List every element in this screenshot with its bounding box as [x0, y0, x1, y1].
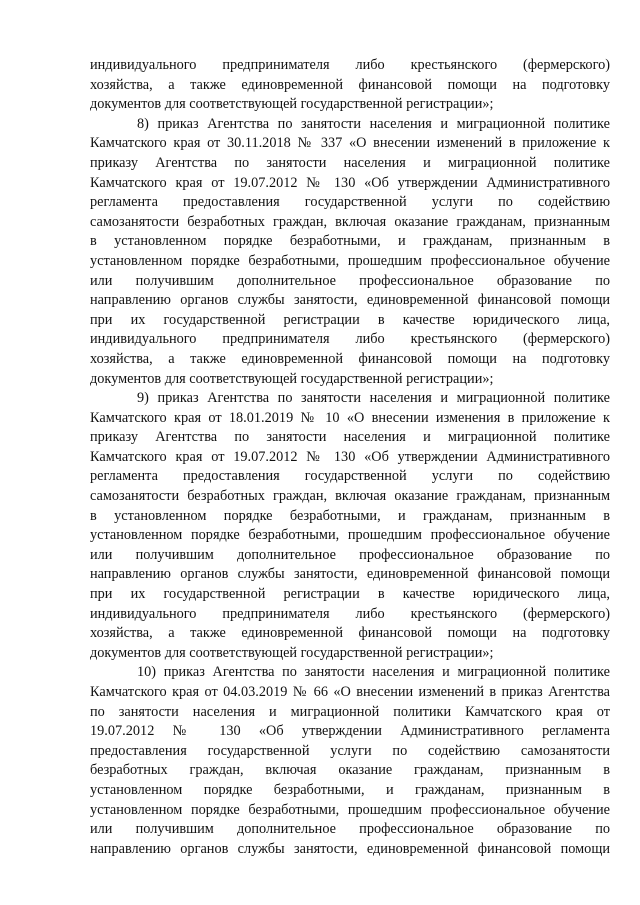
text-line: или получившим дополнительное профессиональное образование по: [90, 272, 610, 289]
text-line: при их государственной регистрации в качестве юридического лица,: [90, 586, 610, 603]
text-line: 9) приказ Агентства по занятости населения и миграционной политике: [137, 390, 610, 407]
text-line: установленном порядке безработными, прошедшим профессиональное обучение: [90, 252, 610, 269]
text-line: хозяйства, а также единовременной финансовой помощи на подготовку: [90, 625, 610, 642]
text-line: или получившим дополнительное профессиональное образование по: [90, 821, 610, 838]
text-line: 10) приказ Агентства по занятости населения и миграционной политике: [137, 664, 610, 681]
text-line: установленном порядке безработными, и гражданам, признанным в: [90, 781, 610, 798]
text-line: 19.07.2012 № 130 «Об утверждении Административного регламента: [90, 723, 610, 740]
document-body-text: [90, 56, 610, 859]
text-line: индивидуального предпринимателя либо крестьянского (фермерского): [90, 331, 610, 348]
text-line: направлению органов службы занятости, единовременной финансовой помощи: [90, 840, 610, 857]
text-line: документов для соответствующей государственной регистрации»;: [90, 644, 494, 661]
text-line: направлению органов службы занятости, единовременной финансовой помощи: [90, 566, 610, 583]
text-line: документов для соответствующей государственной регистрации»;: [90, 96, 494, 113]
text-line: установленном порядке безработными, прошедшим профессиональное обучение: [90, 527, 610, 544]
text-line: документов для соответствующей государственной регистрации»;: [90, 370, 494, 387]
text-line: приказу Агентства по занятости населения и миграционной политике: [90, 429, 610, 446]
text-line: 8) приказ Агентства по занятости населения и миграционной политике: [137, 115, 610, 132]
text-line: Камчатского края от 30.11.2018 № 337 «О внесении изменений в приложение к: [90, 135, 610, 152]
text-line: установленном порядке безработными, прошедшим профессиональное обучение: [90, 801, 610, 818]
text-line: индивидуального предпринимателя либо крестьянского (фермерского): [90, 57, 610, 73]
text-line: в установленном порядке безработными, и гражданам, признанным в: [90, 507, 610, 524]
text-line: регламента предоставления государственной услуги по содействию: [90, 194, 610, 211]
text-line: или получившим дополнительное профессиональное образование по: [90, 546, 610, 563]
text-line: Камчатского края от 19.07.2012 № 130 «Об утверждении Административного: [90, 174, 610, 191]
text-line: приказу Агентства по занятости населения и миграционной политике: [90, 154, 610, 171]
text-line: в установленном порядке безработными, и гражданам, признанным в: [90, 233, 610, 250]
text-line: при их государственной регистрации в качестве юридического лица,: [90, 311, 610, 328]
text-line: самозанятости безработных граждан, включая оказание гражданам, признанным: [90, 213, 610, 230]
text-line: Камчатского края от 19.07.2012 № 130 «Об утверждении Административного: [90, 448, 610, 465]
text-line: по занятости населения и миграционной политики Камчатского края от: [90, 703, 610, 720]
text-line: направлению органов службы занятости, единовременной финансовой помощи: [90, 292, 610, 309]
text-line: предоставления государственной услуги по содействию самозанятости: [90, 742, 610, 759]
text-line: хозяйства, а также единовременной финансовой помощи на подготовку: [90, 350, 610, 367]
text-line: регламента предоставления государственной услуги по содействию: [90, 468, 610, 485]
text-line: безработных граждан, включая оказание гражданам, признанным в: [90, 762, 610, 779]
text-line: Камчатского края от 18.01.2019 № 10 «О внесении изменения в приложение к: [90, 409, 610, 426]
text-line: Камчатского края от 04.03.2019 № 66 «О внесении изменений в приказ Агентства: [90, 684, 610, 700]
text-line: индивидуального предпринимателя либо крестьянского (фермерского): [90, 605, 610, 622]
text-line: хозяйства, а также единовременной финансовой помощи на подготовку: [90, 76, 610, 93]
text-line: самозанятости безработных граждан, включая оказание гражданам, признанным: [90, 488, 610, 505]
